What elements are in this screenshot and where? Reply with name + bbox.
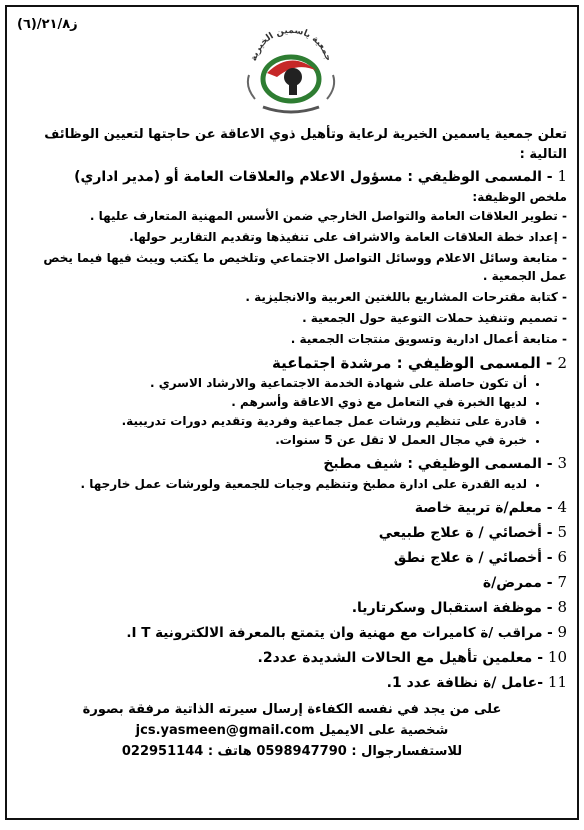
job1-duties <box>17 207 567 348</box>
job-number: 10 <box>547 648 567 666</box>
footer-line-1: على من يجد في نفسه الكفاءة إرسال سيرته الذاتية مرفقة بصورة <box>82 702 502 717</box>
association-logo <box>237 15 345 123</box>
job-number: 6 <box>557 548 567 566</box>
job-item <box>17 570 567 595</box>
job-text: - معلمين تأهيل مع الحالات الشديدة عدد2. <box>257 650 544 666</box>
job-number: 11 <box>547 673 567 691</box>
job1-number: 1 <box>557 167 567 185</box>
job3-requirements <box>17 475 567 493</box>
job-item <box>17 595 567 620</box>
list-item: - إعداد خطة العلاقات العامة والاشراف على تنفيذها وتقديم التقارير حولها. <box>17 228 567 246</box>
job2-title <box>17 352 567 374</box>
list-item: • لديه القدرة على ادارة مطبخ وتنظيم وجبات للجمعية ولورشات عمل خارجها . <box>17 475 527 493</box>
list-item: - كتابة مقترحات المشاريع باللغتين العربية والانجليزية . <box>17 288 567 306</box>
job-item <box>17 545 567 570</box>
job1-title <box>17 165 567 188</box>
job2-requirements <box>17 374 567 449</box>
job-number: 8 <box>557 598 567 616</box>
list-item: • قادرة على تنظيم ورشات عمل جماعية وفردية وتقديم دورات تدريبية. <box>17 412 527 430</box>
job-number: 9 <box>557 623 567 641</box>
job3-number: 3 <box>557 454 567 472</box>
list-item: • لديها الخبرة في التعامل مع ذوي الاعاقة وأسرهم . <box>17 393 527 411</box>
job-item <box>17 670 567 695</box>
footer-line-2: شخصية على الايميل jcs.yasmeen@gmail.com <box>135 723 449 738</box>
job-text: - أخصائي / ة علاج نطق <box>393 550 553 566</box>
job-text: - مراقب /ة كاميرات مع مهنية وان يتمتع بالمعرفة الالكترونية I T. <box>126 625 553 641</box>
announcement-page <box>5 5 579 820</box>
list-item: - تطوير العلاقات العامة والتواصل الخارجي ضمن الأسس المهنية المتعارف عليها . <box>17 207 567 225</box>
footer-line-3: للاستفسارجوال : 0598947790 هاتف : 022951144 <box>121 744 463 759</box>
job-text: - ممرض/ة <box>482 575 553 591</box>
application-instructions <box>17 699 567 762</box>
job-item <box>17 620 567 645</box>
list-item: - متابعة وسائل الاعلام ووسائل التواصل الاجتماعي وتلخيص ما يكتب ويبث فيها فيما يخص عمل الجمعية . <box>17 249 567 285</box>
intro-text: تعلن جمعية ياسمين الخيرية لرعاية وتأهيل ذوي الاعاقة عن حاجتها لتعيين الوظائف التالية : <box>44 127 567 162</box>
list-item: • خبرة في مجال العمل لا تقل عن 5 سنوات. <box>17 431 527 449</box>
job-text: - موظفة استقبال وسكرتاريا. <box>351 600 553 616</box>
job-number: 5 <box>557 523 567 541</box>
list-item: - تصميم وتنفيذ حملات التوعية حول الجمعية . <box>17 309 567 327</box>
reference-number: ز٢١/٨/(٦) <box>17 17 78 32</box>
job-number: 7 <box>557 573 567 591</box>
job-text: - أخصائي / ة علاج طبيعي <box>378 525 553 541</box>
job3-title <box>17 452 567 475</box>
job2-number: 2 <box>557 354 567 372</box>
job1-summary-label: ملخص الوظيفة: <box>472 190 567 204</box>
job-item <box>17 495 567 520</box>
job-text: - معلم/ة تربية خاصة <box>414 500 553 516</box>
logo-arc-text: جمعية ياسمين الخيرية <box>248 25 334 63</box>
job3-title-text: - المسمى الوظيفي : شيف مطبخ <box>323 456 553 472</box>
job-text: -عامل /ة نظافة عدد 1. <box>386 675 544 691</box>
job-item <box>17 645 567 670</box>
job1-title-text: - المسمى الوظيفي : مسؤول الاعلام والعلاقات العامة أو (مدير اداري) <box>74 169 553 185</box>
list-item: • أن تكون حاصلة على شهادة الخدمة الاجتماعية والارشاد الاسري . <box>17 374 527 392</box>
list-item: - متابعة أعمال ادارية وتسويق منتجات الجمعية . <box>17 330 567 348</box>
job2-title-text: - المسمى الوظيفي : مرشدة اجتماعية <box>272 354 553 372</box>
announcement-body <box>17 125 567 762</box>
job-item <box>17 520 567 545</box>
job-number: 4 <box>557 498 567 516</box>
